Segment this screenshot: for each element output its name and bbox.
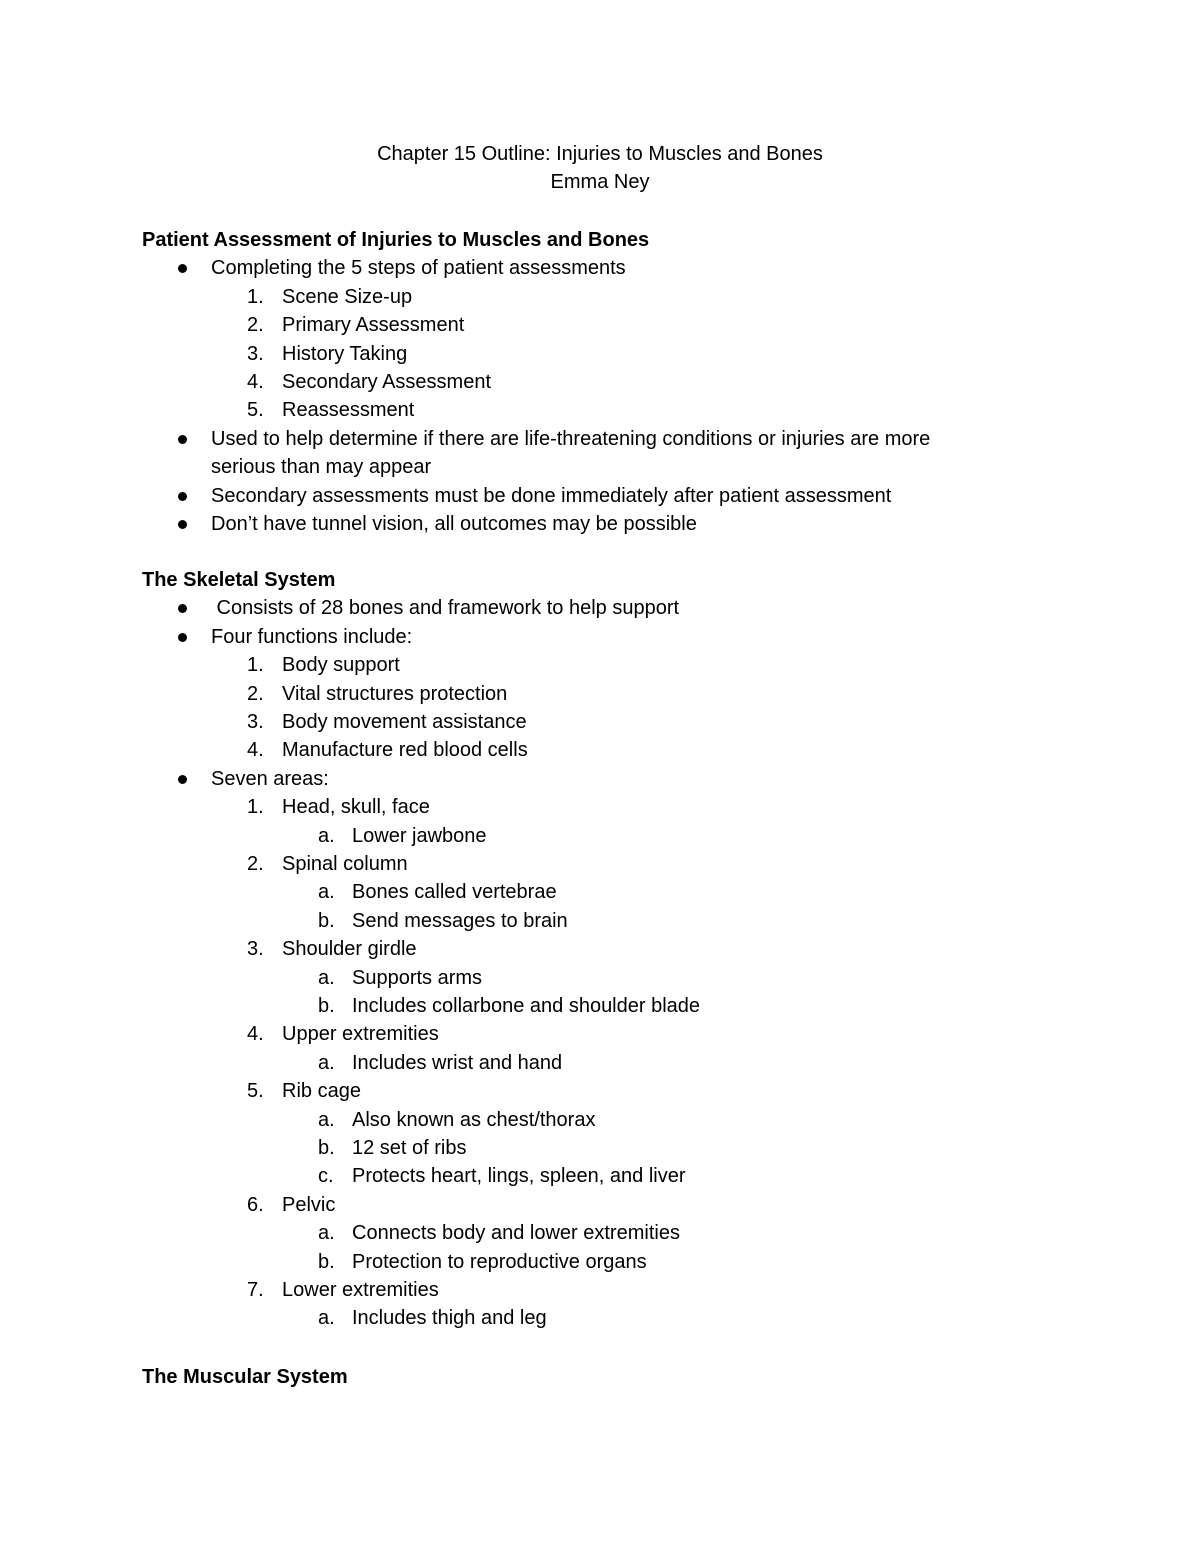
list-marker: b. — [318, 995, 335, 1017]
list-item — [0, 852, 1200, 876]
list-marker: c. — [318, 1165, 334, 1187]
list-item-text: Rib cage — [282, 1080, 361, 1102]
list-item — [0, 767, 1200, 791]
list-item-text: Vital structures protection — [282, 683, 508, 705]
list-item-text: Send messages to brain — [352, 910, 568, 932]
list-marker: b. — [318, 1137, 335, 1159]
list-item — [0, 1136, 1200, 1160]
list-marker: 4. — [247, 739, 264, 761]
list-item — [0, 1164, 1200, 1188]
list-marker: 1. — [247, 654, 264, 676]
list-item-text: Consists of 28 bones and framework to help support — [211, 597, 680, 619]
list-marker: 7. — [247, 1279, 264, 1301]
list-marker: 3. — [247, 938, 264, 960]
list-marker: a. — [318, 1109, 335, 1131]
list-marker: a. — [318, 881, 335, 903]
list-item-text: serious than may appear — [211, 456, 432, 478]
list-marker: a. — [318, 1052, 335, 1074]
list-marker: b. — [318, 1251, 335, 1273]
bullet-marker — [178, 435, 187, 444]
list-marker: a. — [318, 1222, 335, 1244]
list-item-text: Includes collarbone and shoulder blade — [352, 995, 701, 1017]
list-item — [0, 1079, 1200, 1103]
list-item-text: Body support — [282, 654, 400, 676]
list-item-text: Used to help determine if there are life-threatening conditions or injuries are more — [211, 428, 931, 450]
list-item — [0, 824, 1200, 848]
list-item — [0, 427, 1200, 451]
list-item-text: 12 set of ribs — [352, 1137, 467, 1159]
list-marker: 2. — [247, 853, 264, 875]
list-item-text: Primary Assessment — [282, 314, 465, 336]
list-item — [0, 1221, 1200, 1245]
list-item — [0, 1306, 1200, 1330]
list-item-text: Protection to reproductive organs — [352, 1251, 647, 1273]
list-marker: 4. — [247, 371, 264, 393]
list-marker: 5. — [247, 1080, 264, 1102]
list-item — [0, 1022, 1200, 1046]
list-item — [0, 313, 1200, 337]
list-marker: a. — [318, 967, 335, 989]
bullet-marker — [178, 492, 187, 501]
list-item — [0, 1250, 1200, 1274]
list-item-text: Secondary Assessment — [282, 371, 491, 393]
list-item — [0, 596, 1200, 620]
list-item-text: Connects body and lower extremities — [352, 1222, 680, 1244]
list-item-text: Includes wrist and hand — [352, 1052, 563, 1074]
list-item — [0, 1193, 1200, 1217]
list-item — [0, 937, 1200, 961]
list-item — [0, 256, 1200, 280]
list-item-text: Spinal column — [282, 853, 408, 875]
bullet-marker — [178, 604, 187, 613]
list-marker: 2. — [247, 314, 264, 336]
list-item — [0, 966, 1200, 990]
document-author: Emma Ney — [550, 171, 650, 193]
list-item-text: Head, skull, face — [282, 796, 430, 818]
list-item-text: Upper extremities — [282, 1023, 439, 1045]
list-item — [0, 682, 1200, 706]
list-item — [0, 370, 1200, 394]
list-marker: 2. — [247, 683, 264, 705]
list-marker: 3. — [247, 711, 264, 733]
section-heading: Patient Assessment of Injuries to Muscles and Bones — [142, 229, 650, 251]
list-item — [0, 484, 1200, 508]
list-item — [0, 994, 1200, 1018]
list-item-text: Four functions include: — [211, 626, 413, 648]
list-item — [0, 342, 1200, 366]
bullet-marker — [178, 520, 187, 529]
list-item — [0, 398, 1200, 422]
list-item — [0, 285, 1200, 309]
list-marker: 1. — [247, 796, 264, 818]
list-item-text: Pelvic — [282, 1194, 336, 1216]
list-item — [0, 880, 1200, 904]
list-item-text: Secondary assessments must be done immediately after patient assessment — [211, 485, 892, 507]
list-marker: 6. — [247, 1194, 264, 1216]
list-item — [0, 455, 1200, 479]
list-item — [0, 625, 1200, 649]
list-marker: 4. — [247, 1023, 264, 1045]
list-item-text: Protects heart, lings, spleen, and liver — [352, 1165, 686, 1187]
list-item-text: Seven areas: — [211, 768, 329, 790]
list-marker: 1. — [247, 286, 264, 308]
list-item-text: Don’t have tunnel vision, all outcomes may be possible — [211, 513, 697, 535]
list-item — [0, 1278, 1200, 1302]
list-item-text: Scene Size-up — [282, 286, 413, 308]
list-item-text: Supports arms — [352, 967, 483, 989]
list-marker: b. — [318, 910, 335, 932]
document-title: Chapter 15 Outline: Injuries to Muscles and Bones — [377, 143, 823, 165]
list-item-text: Shoulder girdle — [282, 938, 417, 960]
list-item-text: Includes thigh and leg — [352, 1307, 547, 1329]
list-item-text: Completing the 5 steps of patient assessments — [211, 257, 626, 279]
list-item-text: Body movement assistance — [282, 711, 527, 733]
list-item-text: Lower extremities — [282, 1279, 439, 1301]
list-item-text: Also known as chest/thorax — [352, 1109, 596, 1131]
list-marker: 5. — [247, 399, 264, 421]
list-marker: a. — [318, 825, 335, 847]
list-marker: 3. — [247, 343, 264, 365]
list-item — [0, 1108, 1200, 1132]
list-item-text: Reassessment — [282, 399, 415, 421]
bullet-marker — [178, 633, 187, 642]
bullet-marker — [178, 264, 187, 273]
list-item — [0, 909, 1200, 933]
list-item — [0, 710, 1200, 734]
section-heading: The Muscular System — [142, 1366, 348, 1388]
list-item — [0, 1051, 1200, 1075]
section-heading: The Skeletal System — [142, 569, 336, 591]
list-marker: a. — [318, 1307, 335, 1329]
list-item-text: Lower jawbone — [352, 825, 487, 847]
list-item — [0, 795, 1200, 819]
list-item-text: Bones called vertebrae — [352, 881, 557, 903]
list-item — [0, 738, 1200, 762]
list-item-text: Manufacture red blood cells — [282, 739, 528, 761]
list-item — [0, 653, 1200, 677]
list-item — [0, 512, 1200, 536]
bullet-marker — [178, 775, 187, 784]
list-item-text: History Taking — [282, 343, 408, 365]
